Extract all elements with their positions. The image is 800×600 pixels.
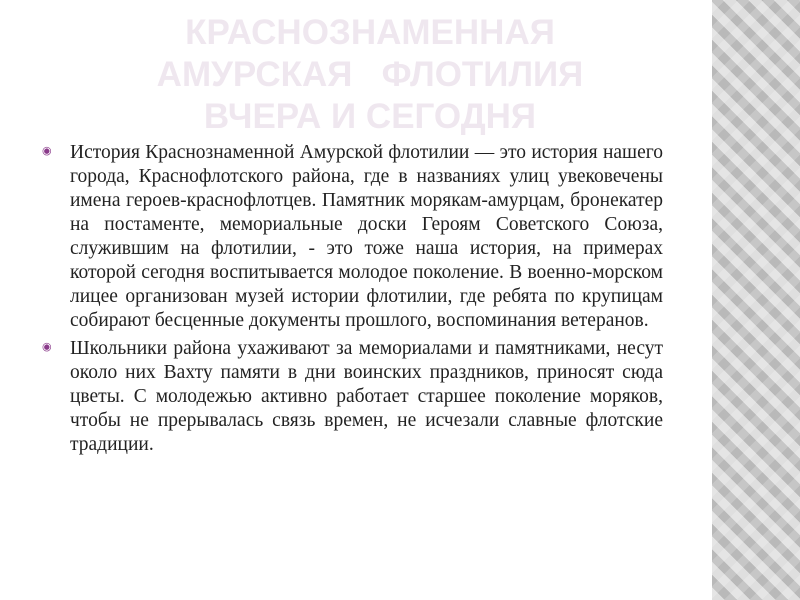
title-line-2: АМУРСКАЯ ФЛОТИЛИЯ (156, 55, 584, 94)
paragraph-text-2: Школьники района ухаживают за мемориалами и памятниками, несут около них Вахту памяти в дни воинских праздников, приносят сюда цветы. С молодежью активно работает старшее поколение моряков, чтобы не прерывалась связь времен, не исчезали славные флотские традиции. (70, 338, 663, 455)
bullet-paragraph-2 (42, 337, 663, 457)
circled-dot-icon: ◉ (42, 340, 52, 353)
slide-title (60, 12, 680, 138)
paragraph-text-1: История Краснознаменной Амурской флотилии — это история нашего города, Краснофлотского района, где в названиях улиц увековечены имена героев-краснофлотцев. Памятник морякам-амурцам, бронекатер на постаменте, мемориальные доски Героям Советского Союза, служившим на флотилии, - это тоже наша история, на примерах которой сегодня воспитывается молодое поколение. В военно-морском лицее организован музей истории флотилии, где ребята по крупицам собирают бесценные документы прошлого, воспоминания ветеранов. (70, 142, 663, 331)
slide-body (42, 141, 663, 461)
decorative-side-band (712, 0, 800, 600)
circled-dot-icon: ◉ (42, 144, 52, 157)
title-line-1: КРАСНОЗНАМЕННАЯ (185, 13, 555, 52)
title-line-3: ВЧЕРА И СЕГОДНЯ (203, 97, 537, 136)
bullet-paragraph-1 (42, 141, 663, 333)
